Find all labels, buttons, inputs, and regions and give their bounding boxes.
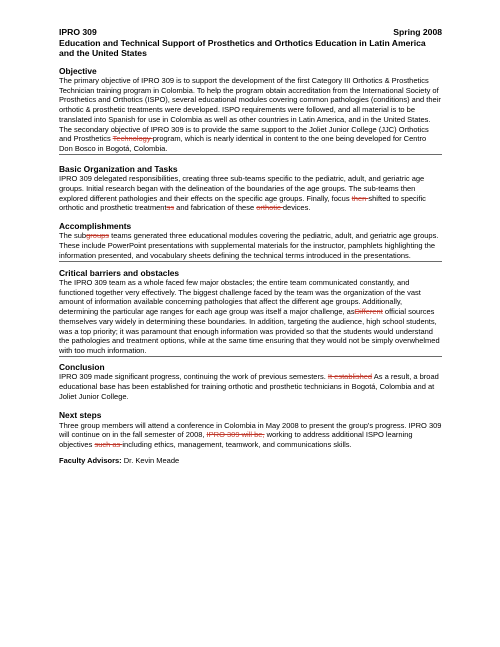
deleted-text: s	[170, 203, 175, 213]
section-divider	[59, 154, 442, 155]
document-title: Education and Technical Support of Prosthetics and Orthotics Education in Latin America and the United States	[59, 37, 426, 58]
next-steps-paragraph: Three group members will attend a conference in Colombia in May 2008 to present the group's progress. IPRO 309 will continue on in the fall semester of 2008, IPRO 309 will be, working to address additional ISPO learning objectives such as including ethics, management, teamwork, and communications skills.	[59, 420, 442, 450]
deleted-text: then	[351, 193, 369, 203]
critical-barriers-heading: Critical barriers and obstacles	[59, 267, 180, 278]
faculty-name: Dr. Kevin Meade	[123, 455, 180, 465]
objective-heading: Objective	[59, 65, 97, 76]
term: Spring 2008	[393, 27, 442, 37]
section-divider	[59, 356, 442, 357]
deleted-text: Technology	[112, 134, 153, 144]
basic-organization-paragraph: IPRO 309 delegated responsibilities, creating three sub-teams specific to the pediatric, adult, and geriatric age groups. Initial research began with the delineation of the boundaries of the age groups. The sub-teams then explored different pathologies and their effects on the specific age groups. Finally, focus then shifted to specific orthotic and prosthetic treatmentss and fabrication of these orthotic devices.	[59, 174, 426, 213]
deleted-text: It established	[327, 372, 373, 382]
deleted-text: Different	[354, 307, 383, 317]
faculty-advisors	[59, 456, 442, 466]
critical-barriers-paragraph: The IPRO 309 team as a whole faced few major obstacles; the entire team communicated constantly, and functioned together very effectively. The biggest challenge faced by the team was the organization of the vast amount of information available concerning pathologies that affect the different age groups. Additionally, determining the particular age ranges for each age group was itself a major challenge, asDifferent official sources themselves vary widely in determining these boundaries. In addition, targeting the audience, high school students, was a top priority; it was paramount that enough information was provided so that the students would understand the pathologies and treatment options, while at the same time ensuring that they would not be simply overwhelmed with too much information.	[59, 278, 440, 355]
conclusion-heading: Conclusion	[59, 361, 105, 372]
deleted-text: orthotic	[256, 203, 283, 213]
accomplishments-paragraph: The subgroups teams generated three educational modules covering the pediatric, adult, and geriatric age groups. These include PowerPoint presentations with supplemental materials for the instructor, pamphlets highlighting the information presented, and vocabulary sheets defining the technical terms introduced in the presentations.	[59, 231, 439, 260]
course-code: IPRO 309	[59, 27, 97, 37]
deleted-text: groups	[86, 231, 110, 241]
objective-paragraph: The primary objective of IPRO 309 is to support the development of the first Category III Orthotics & Prosthetics Technician training program in Colombia. To help the program obtain accreditation from the International Society of Prosthetics and Orthotics (ISPO), several educational modules covering common pathologies (conditions) and their orthotic & prosthetic treatments were developed. ISPO requirements were followed, and all material is to be translated into Spanish for use in Colombia as well as other countries in Latin America, and in the United States. The secondary objective of IPRO 309 is to provide the same support to the Joliet Junior College (JJC) Orthotics and Prosthetics Technology program, which is nearly identical in content to the one being developed for Centro Don Bosco in Bogotá, Colombia.	[59, 76, 441, 153]
basic-organization-heading: Basic Organization and Tasks	[59, 163, 178, 174]
deleted-text: s	[166, 203, 171, 213]
deleted-text: IPRO 309 will be,	[206, 430, 265, 440]
next-steps-heading: Next steps	[59, 410, 102, 421]
header-row	[59, 27, 442, 38]
faculty-label: Faculty Advisors:	[59, 455, 122, 465]
conclusion-paragraph: IPRO 309 made significant progress, continuing the work of previous semesters. It established As a result, a broad educational base has been established for training orthotic and prosthetic technicians in Bogotá, Colombia and at Joliet Junior College.	[59, 372, 439, 401]
deleted-text: such as	[94, 440, 123, 450]
accomplishments-heading: Accomplishments	[59, 220, 132, 231]
section-divider	[59, 261, 442, 262]
document-page	[59, 27, 442, 466]
